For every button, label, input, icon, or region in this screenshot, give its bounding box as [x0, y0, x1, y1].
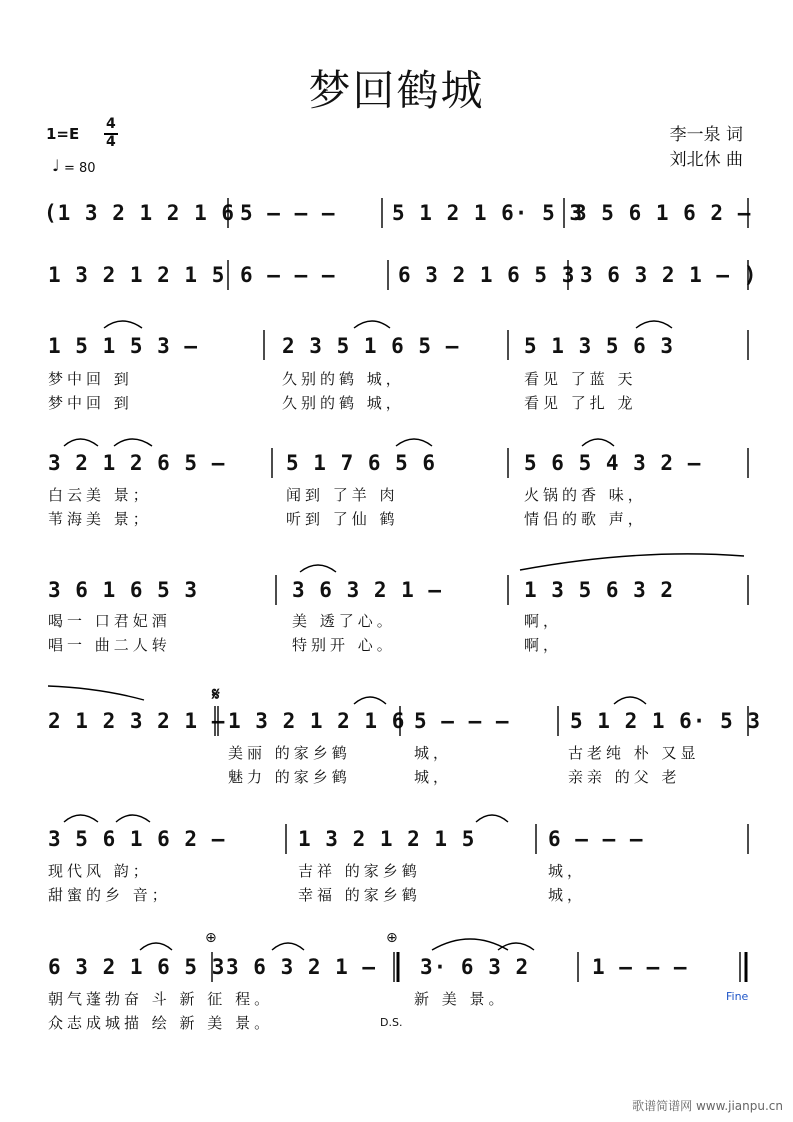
- lyric-6-4b: 亲亲 的父 老: [568, 768, 681, 786]
- lyric-6-4a: 古老纯 朴 又显: [568, 744, 700, 762]
- lyric-5-1b: 唱一 曲二人转: [48, 636, 171, 654]
- lyric-7-1a: 现代风 韵；: [48, 862, 152, 880]
- measure-7-1: 3 5 6 1 6 2 –: [48, 827, 226, 851]
- song-title: 梦回鹤城: [308, 66, 485, 115]
- lyric-3-2a: 久别的鹤 城，: [282, 370, 405, 388]
- measure-3-3: 5 1 3 5 6 3: [524, 334, 675, 358]
- measure-3-1: 1 5 1 5 3 –: [48, 334, 199, 358]
- lyric-7-3a: 城，: [548, 862, 587, 880]
- lyric-4-1a: 白云美 景；: [48, 486, 152, 504]
- segno-icon: 𝄋: [212, 684, 220, 705]
- composer-credit: 刘北休 曲: [669, 150, 743, 170]
- measure-1-3: 5 1 2 1 6· 5 3: [392, 201, 584, 225]
- lyric-3-3a: 看见 了蓝 天: [524, 370, 637, 388]
- lyric-8-3a: 新 美 景。: [414, 990, 508, 1008]
- lyric-7-1b: 甜蜜的乡 音；: [48, 886, 171, 904]
- measure-7-3: 6 – – –: [548, 827, 644, 851]
- measure-4-2: 5 1 7 6 5 6: [286, 451, 437, 475]
- lyric-4-3a: 火锅的香 味，: [524, 486, 647, 504]
- measure-6-3: 5 – – –: [414, 709, 510, 733]
- measure-8-4: 1 – – –: [592, 955, 688, 979]
- measure-1-2: 5 – – –: [240, 201, 336, 225]
- measure-6-4: 5 1 2 1 6· 5 3: [570, 709, 762, 733]
- measure-5-3: 1 3 5 6 3 2: [524, 578, 675, 602]
- measure-1-1: (1 3 2 1 2 1 6: [44, 201, 236, 225]
- lyric-3-1a: 梦中回 到: [48, 370, 133, 388]
- measure-7-2: 1 3 2 1 2 1 5: [298, 827, 476, 851]
- measure-1-4: 3 5 6 1 6 2 –: [574, 201, 752, 225]
- lyric-6-2b: 魅力 的家乡鹤: [228, 768, 351, 786]
- measure-4-3: 5 6 5 4 3 2 –: [524, 451, 702, 475]
- time-signature-bottom: 4: [106, 134, 116, 150]
- lyric-5-1a: 喝一 口君妃酒: [48, 612, 171, 630]
- key-signature: 1=E: [46, 125, 80, 143]
- measure-8-3: 3· 6 3 2: [420, 955, 530, 979]
- lyric-4-2b: 听到 了仙 鹤: [286, 510, 399, 528]
- measure-6-1: 2 1 2 3 2 1 –: [48, 709, 226, 733]
- da-segno-marking: D.S.: [380, 1016, 403, 1029]
- lyric-7-3b: 城，: [548, 886, 587, 904]
- time-signature-top: 4: [106, 116, 116, 132]
- lyric-5-2a: 美 透了心。: [292, 612, 396, 630]
- watermark: 歌谱简谱网 www.jianpu.cn: [632, 1099, 783, 1113]
- lyric-3-3b: 看见 了扎 龙: [524, 394, 637, 412]
- measure-2-3: 6 3 2 1 6 5 3: [398, 263, 576, 287]
- lyricist-credit: 李一泉 词: [669, 125, 743, 145]
- coda-icon: ⊕: [205, 930, 217, 946]
- lyric-5-3b: 啊，: [524, 636, 563, 654]
- lyric-3-2b: 久别的鹤 城，: [282, 394, 405, 412]
- measure-2-1: 1 3 2 1 2 1 5: [48, 263, 226, 287]
- lyric-3-1b: 梦中回 到: [48, 394, 133, 412]
- fine-marking: Fine: [726, 990, 749, 1003]
- lyric-8-1a: 朝气蓬勃奋 斗 新 征 程。: [48, 990, 274, 1008]
- lyric-5-3a: 啊，: [524, 612, 563, 630]
- measure-5-1: 3 6 1 6 5 3: [48, 578, 199, 602]
- measure-4-1: 3 2 1 2 6 5 –: [48, 451, 226, 475]
- lyric-4-1b: 苇海美 景；: [48, 510, 152, 528]
- lyric-6-3a: 城，: [414, 744, 453, 762]
- quarter-note-icon: ♩: [52, 156, 60, 175]
- lyric-8-1b: 众志成城描 绘 新 美 景。: [48, 1014, 274, 1032]
- lyric-4-3b: 情侣的歌 声，: [524, 510, 647, 528]
- lyric-7-2b: 幸福 的家乡鹤: [298, 886, 421, 904]
- measure-2-4: 3 6 3 2 1 – ): [580, 263, 758, 287]
- measure-8-2: 3 6 3 2 1 –: [226, 955, 377, 979]
- measure-2-2: 6 – – –: [240, 263, 336, 287]
- coda-icon-2: ⊕: [386, 930, 398, 946]
- lyric-5-2b: 特别开 心。: [292, 636, 396, 654]
- measure-6-2: 1 3 2 1 2 1 6: [228, 709, 406, 733]
- lyric-6-3b: 城，: [414, 768, 453, 786]
- measure-8-1: 6 3 2 1 6 5 3: [48, 955, 226, 979]
- lyric-6-2a: 美丽 的家乡鹤: [228, 744, 351, 762]
- measure-3-2: 2 3 5 1 6 5 –: [282, 334, 460, 358]
- lyric-4-2a: 闻到 了羊 肉: [286, 486, 399, 504]
- tempo-value: = 80: [64, 161, 96, 176]
- lyric-7-2a: 吉祥 的家乡鹤: [298, 862, 421, 880]
- measure-5-2: 3 6 3 2 1 –: [292, 578, 443, 602]
